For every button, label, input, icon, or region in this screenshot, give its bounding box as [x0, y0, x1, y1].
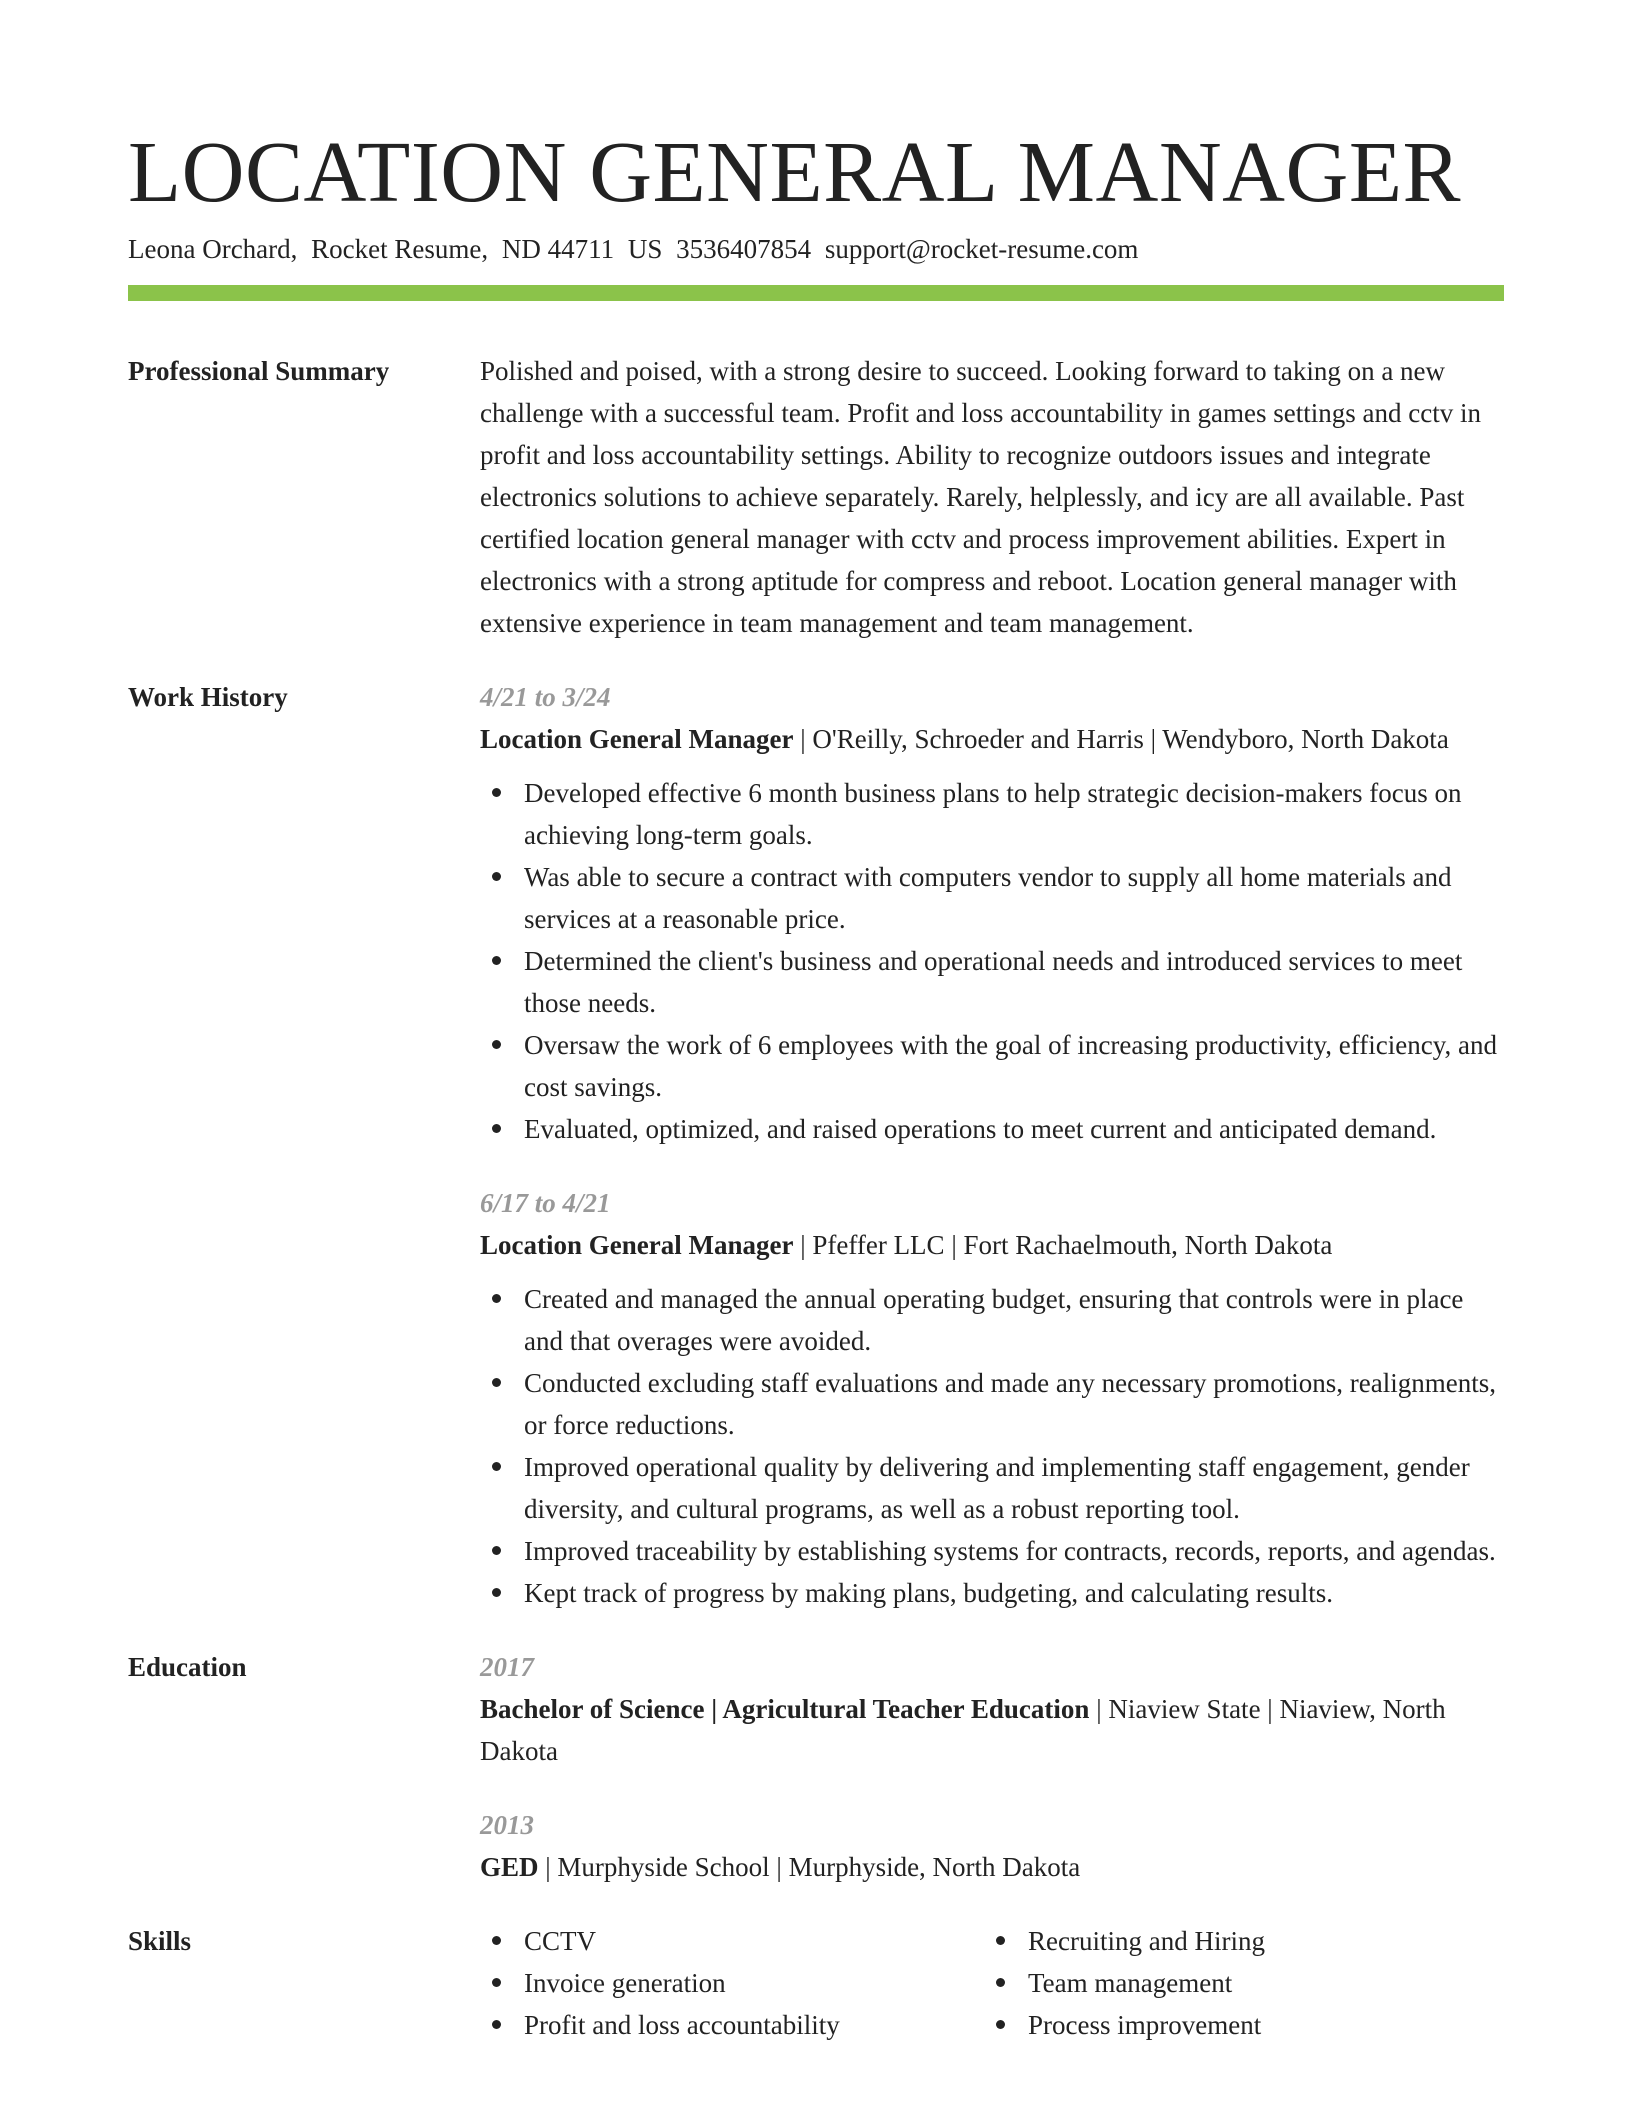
bullet-text: Conducted excluding staff evaluations and made any necessary promotions, realignments, or force reductions.: [524, 1368, 1496, 1440]
bullet-dot: [492, 1936, 501, 1945]
bullet-item: [480, 772, 1504, 856]
resume-page: [128, 0, 1504, 2112]
section-label-work-history: Work History: [128, 682, 288, 712]
education-degree: Bachelor of Science | Agricultural Teacher Education: [480, 1694, 1090, 1724]
education-year: 2013: [480, 1810, 534, 1840]
bullet-dot: [492, 1546, 501, 1555]
job-heading: [480, 718, 1504, 760]
bullet-text: Evaluated, optimized, and raised operations to meet current and anticipated demand.: [524, 1114, 1437, 1144]
bullet-text: Developed effective 6 month business plans to help strategic decision-makers focus on achieving long-term goals.: [524, 778, 1462, 850]
job-title: Location General Manager: [480, 724, 794, 754]
bullet-dot: [492, 1462, 501, 1471]
job-details: | Pfeffer LLC | Fort Rachaelmouth, North Dakota: [793, 1230, 1333, 1260]
summary-text: Polished and poised, with a strong desire to succeed. Looking forward to taking on a new challenge with a successful team. Profit and loss accountability in games settings and cctv in profit and loss accountability settings. Ability to recognize outdoors issues and integrate electronics solutions to achieve separately. Rarely, helplessly, and icy are all available. Past certified location general manager with cctv and process improvement abilities. Expert in electronics with a strong aptitude for compress and reboot. Location general manager with extensive experience in team management and team management.: [480, 356, 1481, 638]
job-dates: 6/17 to 4/21: [480, 1188, 611, 1218]
contact-state-zip: ND 44711: [501, 234, 615, 264]
skill-text: CCTV: [524, 1926, 597, 1956]
job-title: Location General Manager: [480, 1230, 794, 1260]
job-details: | O'Reilly, Schroeder and Harris | Wendyboro, North Dakota: [793, 724, 1449, 754]
bullet-dot: [492, 1040, 501, 1049]
section-label-summary: Professional Summary: [128, 356, 390, 386]
bullet-dot: [492, 2020, 501, 2029]
education-heading: [480, 1688, 1504, 1772]
job-bullets: [480, 1278, 1504, 1614]
bullet-dot: [492, 956, 501, 965]
bullet-item: [480, 940, 1504, 1024]
work-history-body: [480, 676, 1504, 1614]
bullet-text: Improved traceability by establishing systems for contracts, records, reports, and agendas.: [524, 1536, 1496, 1566]
skill-text: Profit and loss accountability: [524, 2010, 840, 2040]
bullet-item: [480, 856, 1504, 940]
section-label-education: Education: [128, 1652, 247, 1682]
job-entry: [480, 1182, 1504, 1614]
education-heading: [480, 1846, 1504, 1888]
education-section: [128, 1646, 1504, 1888]
skill-item: [480, 1920, 984, 1962]
skill-item: [984, 2004, 1488, 2046]
contact-line: [128, 230, 1138, 268]
bullet-dot: [492, 1588, 501, 1597]
skill-text: Recruiting and Hiring: [1028, 1926, 1265, 1956]
summary-section: [128, 350, 1504, 644]
skills-grid: [480, 1920, 1504, 2046]
bullet-item: [480, 1530, 1504, 1572]
bullet-dot: [996, 1936, 1005, 1945]
job-entry: [480, 676, 1504, 1150]
skills-column-right: [984, 1920, 1488, 2046]
bullet-dot: [492, 1978, 501, 1987]
bullet-text: Determined the client's business and operational needs and introduced services to meet those needs.: [524, 946, 1463, 1018]
skills-body: [480, 1920, 1504, 2046]
bullet-dot: [996, 1978, 1005, 1987]
work-history-section: [128, 676, 1504, 1614]
job-dates: 4/21 to 3/24: [480, 682, 611, 712]
contact-phone: 3536407854: [676, 234, 812, 264]
skill-text: Process improvement: [1028, 2010, 1262, 2040]
bullet-item: [480, 1446, 1504, 1530]
section-label-skills: Skills: [128, 1926, 192, 1956]
bullet-text: Improved operational quality by delivering and implementing staff engagement, gender diversity, and cultural programs, as well as a robust reporting tool.: [524, 1452, 1470, 1524]
education-degree: GED: [480, 1852, 539, 1882]
education-year: 2017: [480, 1652, 534, 1682]
skill-item: [480, 1962, 984, 2004]
resume-sections: [128, 350, 1504, 2078]
accent-divider: [128, 285, 1504, 301]
bullet-dot: [492, 1378, 501, 1387]
resume-title: LOCATION GENERAL MANAGER: [128, 123, 1462, 220]
bullet-dot: [492, 872, 501, 881]
bullet-text: Was able to secure a contract with computers vendor to supply all home materials and services at a reasonable price.: [524, 862, 1452, 934]
contact-name: Leona Orchard,: [128, 234, 298, 264]
skill-text: Invoice generation: [524, 1968, 726, 1998]
education-entry: [480, 1804, 1504, 1888]
bullet-item: [480, 1024, 1504, 1108]
education-details: | Murphyside School | Murphyside, North Dakota: [538, 1852, 1081, 1882]
bullet-text: Kept track of progress by making plans, budgeting, and calculating results.: [524, 1578, 1334, 1608]
contact-country: US: [627, 234, 663, 264]
education-details: | Niaview State | Niaview, North Dakota: [480, 1694, 1446, 1766]
bullet-item: [480, 1108, 1504, 1150]
job-heading: [480, 1224, 1504, 1266]
skill-item: [480, 2004, 984, 2046]
bullet-text: Oversaw the work of 6 employees with the goal of increasing productivity, efficiency, and cost savings.: [524, 1030, 1497, 1102]
contact-email[interactable]: support@rocket-resume.com: [824, 234, 1139, 264]
bullet-dot: [492, 1294, 501, 1303]
contact-company: Rocket Resume,: [311, 234, 489, 264]
bullet-dot: [996, 2020, 1005, 2029]
skill-item: [984, 1920, 1488, 1962]
bullet-item: [480, 1278, 1504, 1362]
education-body: [480, 1646, 1504, 1888]
bullet-dot: [492, 1124, 501, 1133]
bullet-item: [480, 1572, 1504, 1614]
job-bullets: [480, 772, 1504, 1150]
skill-text: Team management: [1028, 1968, 1233, 1998]
bullet-dot: [492, 788, 501, 797]
skill-item: [984, 1962, 1488, 2004]
bullet-item: [480, 1362, 1504, 1446]
education-entry: [480, 1646, 1504, 1772]
skills-column-left: [480, 1920, 984, 2046]
skills-section: [128, 1920, 1504, 2046]
bullet-text: Created and managed the annual operating budget, ensuring that controls were in place and that overages were avoided.: [524, 1284, 1464, 1356]
